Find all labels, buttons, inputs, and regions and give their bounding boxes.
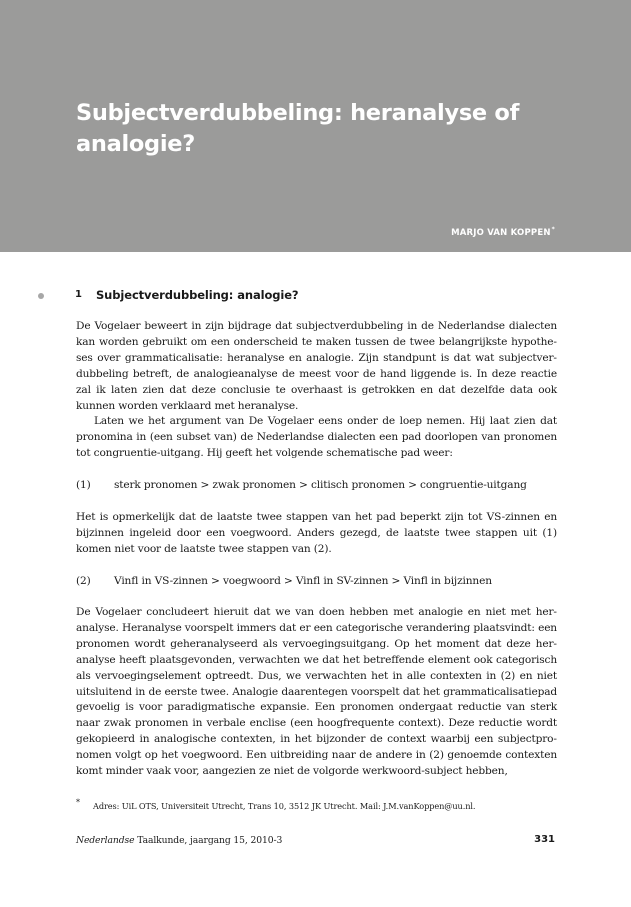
footnote-mark: * xyxy=(76,798,80,807)
paragraph-2: Laten we het argument van De Vogelaer eens onder de loep nemen. Hij laat zien dat pronomina in (een subset van) de Nederlandse dialecten een pad doorlopen van pronomen tot congruentie-uitgang. Hij geeft het volgende schematische pad weer: xyxy=(76,415,557,459)
example-2 xyxy=(76,574,557,590)
journal-details: Taalkunde, jaargang 15, 2010-3 xyxy=(134,835,283,846)
author-name xyxy=(451,226,555,238)
paragraph-3: Het is opmerkelijk dat de laatste twee stappen van het pad beperkt zijn tot VS-zinnen en bijzinnen ingeleid door een voegwoord. Anders gezegd, de laatste twee stappen uit (1) komen niet voor de laatste twee stappen van (2). xyxy=(76,511,557,555)
author-name-text: MARJO VAN KOPPEN xyxy=(451,228,551,238)
example-2-number: (2) xyxy=(76,575,91,587)
margin-bullet-icon xyxy=(38,293,44,299)
author-footnote-mark: * xyxy=(551,226,555,233)
section-number: 1 xyxy=(75,289,82,300)
section-title: Subjectverdubbeling: analogie? xyxy=(96,288,299,302)
example-1-number: (1) xyxy=(76,479,91,491)
paragraph-4: De Vogelaer concludeert hieruit dat we van doen hebben met analogie en niet met heranalyse. Heranalyse voorspelt immers dat er een categorische verandering plaatsvindt: een pronomen wordt geheranalyseerd als vervoegingsuitgang. Op het moment dat deze heranalyse heeft plaatsgevonden, verwachten we dat het betreffende element ook categorisch als vervoegingselement optreedt. Dus, we verwachten het in alle contexten in (2) en niet uitsluitend in de eerste twee. Analogie daarentegen voorspelt dat het grammaticalisatiepad gevoelig is voor paradigmatische expansie. Een pronomen ondergaat reductie van sterk naar zwak pronomen in verbale enclise (een hoogfrequente context). Deze reductie wordt gekopieerd in analogische contexten, in het bijzonder de context waarbij een subjectpronomen volgt op het voegwoord. Een uitbreiding naar de andere in (2) genoemde contexten komt minder vaak voor, aangezien ze niet de volgorde werkwoord-subject hebben, xyxy=(76,606,557,778)
example-2-text: Vinfl in VS-zinnen > voegwoord > Vinfl in SV-zinnen > Vinfl in bijzinnen xyxy=(114,575,492,587)
example-1 xyxy=(76,478,557,494)
paragraph-1: De Vogelaer beweert in zijn bijdrage dat subjectverdubbeling in de Nederlandse dialecten kan worden gebruikt om een onderscheid te maken tussen de twee belangrijkste hypotheses over grammaticalisatie: heranalyse en analogie. Zijn standpunt is dat wat subjectverdubbeling betreft, de analogieanalyse de meest voor de hand liggende is. In deze reactie zal ik laten zien dat deze conclusie te overhaast is getrokken en dat dezelfde data ook kunnen worden verklaard met heranalyse. xyxy=(76,320,557,412)
footnote-text: Adres: UiL OTS, Universiteit Utrecht, Trans 10, 3512 JK Utrecht. Mail: J.M.vanKoppen@uu.nl. xyxy=(93,801,476,811)
page-number: 331 xyxy=(534,834,555,845)
article-title: Subjectverdubbeling: heranalyse of analogie? xyxy=(76,100,520,157)
example-1-text: sterk pronomen > zwak pronomen > clitisch pronomen > congruentie-uitgang xyxy=(114,479,527,491)
journal-name-italic: Nederlandse xyxy=(76,835,135,846)
journal-citation xyxy=(76,835,282,846)
